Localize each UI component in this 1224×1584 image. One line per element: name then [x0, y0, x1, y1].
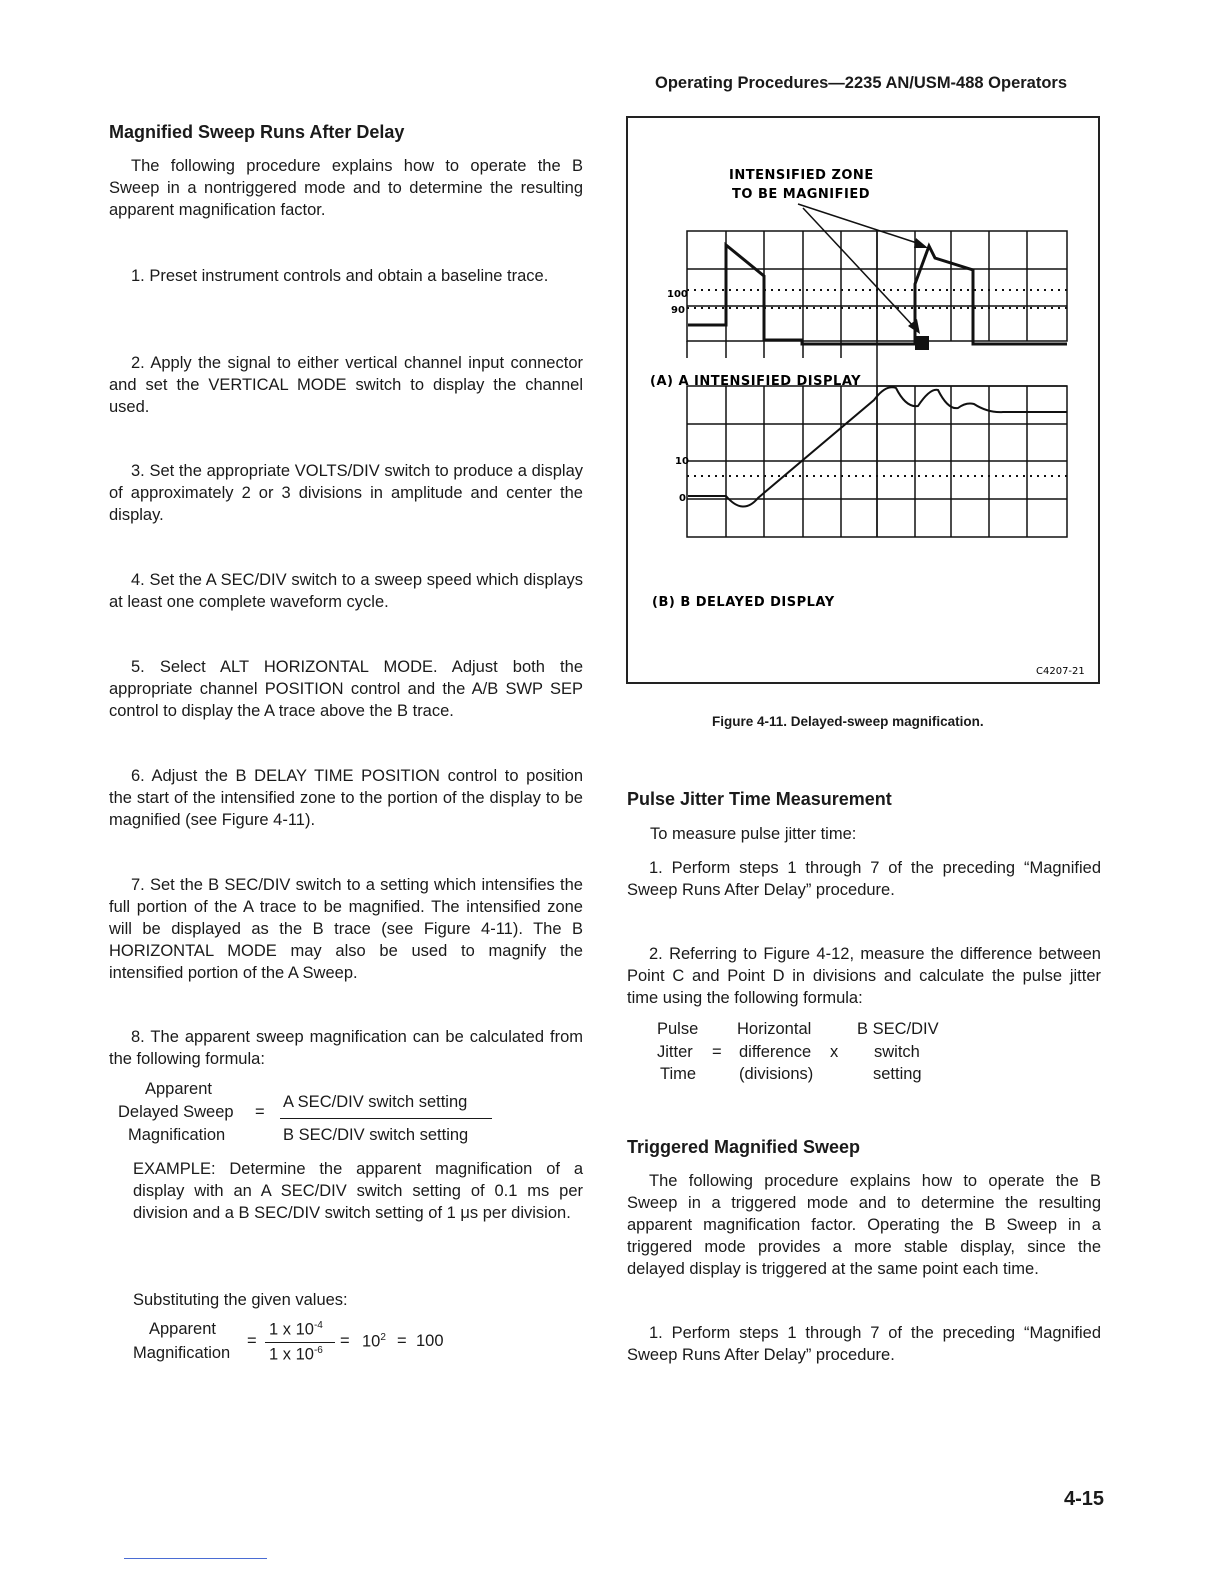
- formula-lhs-line2: Delayed Sweep: [118, 1103, 234, 1121]
- jitter-col1-line1: Pulse: [657, 1020, 699, 1038]
- label-a-display: (A) A INTENSIFIED DISPLAY: [650, 374, 862, 389]
- jitter-col3-line2: switch: [874, 1043, 920, 1061]
- arrow-line-1: [798, 204, 920, 244]
- formula2-denominator: 1 x $10^{-6}$: [269, 1345, 323, 1364]
- figure-code: C4207-21: [1036, 666, 1085, 677]
- intensified-zone-block: [915, 336, 929, 350]
- figure-4-11: [626, 116, 1100, 684]
- substituting-text: Substituting the given values:: [133, 1291, 348, 1309]
- intro-paragraph: The following procedure explains how to operate the B Sweep in a nontriggered mode and to determine the resulting apparent magnification factor.: [109, 157, 583, 219]
- bottom-rule: [124, 1558, 267, 1559]
- formula2-equals-3: =: [397, 1332, 407, 1350]
- section-title-magnified-sweep: Magnified Sweep Runs After Delay: [109, 122, 405, 142]
- jitter-col2-line3: (divisions): [739, 1065, 814, 1083]
- section-title-pulse-jitter: Pulse Jitter Time Measurement: [627, 789, 892, 809]
- tick-0: 0: [679, 493, 686, 504]
- jitter-col3-line1: B SEC/DIV: [857, 1020, 939, 1038]
- page-number: 4-15: [1064, 1488, 1105, 1510]
- formula-lhs-line1: Apparent: [145, 1080, 212, 1098]
- jitter-col2-line2: difference: [739, 1043, 812, 1061]
- formula2-equals-2: =: [340, 1332, 350, 1350]
- formula2-lhs-line2: Magnification: [133, 1344, 231, 1362]
- arrow-line-2: [803, 208, 915, 328]
- jitter-step-2: 2. Referring to Figure 4-12, measure the difference between Point C and Point D in divisions and calculate the pulse jitter time using the following formula:: [627, 945, 1101, 1007]
- formula2-result: 100: [416, 1332, 444, 1350]
- triggered-step-1: 1. Perform steps 1 through 7 of the preceding “Magnified Sweep Runs After Delay” procedure.: [627, 1324, 1101, 1364]
- jitter-intro: To measure pulse jitter time:: [650, 825, 857, 843]
- figure-caption: Figure 4-11. Delayed-sweep magnification.: [712, 714, 984, 729]
- label-intensified-zone-2: TO BE MAGNIFIED: [732, 187, 871, 202]
- step-4: 4. Set the A SEC/DIV switch to a sweep speed which displays at least one complete waveform cycle.: [109, 571, 583, 611]
- formula2-power: $10^2$: [362, 1332, 386, 1351]
- step-1: 1. Preset instrument controls and obtain a baseline trace.: [131, 267, 549, 285]
- tick-100: 100: [667, 289, 688, 300]
- section-title-triggered-sweep: Triggered Magnified Sweep: [627, 1137, 861, 1157]
- formula-lhs-line3: Magnification: [128, 1126, 226, 1144]
- jitter-equals: =: [712, 1043, 722, 1061]
- jitter-col3-line3: setting: [873, 1065, 922, 1083]
- label-b-display: (B) B DELAYED DISPLAY: [652, 595, 835, 610]
- jitter-times: x: [830, 1043, 839, 1061]
- running-header: Operating Procedures—2235 AN/USM-488 Operators: [655, 74, 1068, 92]
- jitter-col1-line2: Jitter: [657, 1043, 693, 1061]
- label-intensified-zone-1: INTENSIFIED ZONE: [729, 168, 874, 183]
- fraction-bar-2: [265, 1342, 335, 1343]
- arrow-head-1: [914, 238, 928, 248]
- step-5: 5. Select ALT HORIZONTAL MODE. Adjust both the appropriate channel POSITION control and the A/B SWP SEP control to display the A trace above the B trace.: [109, 658, 583, 720]
- jitter-col1-line3: Time: [660, 1065, 697, 1083]
- step-3: 3. Set the appropriate VOLTS/DIV switch to produce a display of approximately 2 or 3 divisions in amplitude and center the display.: [109, 462, 583, 524]
- formula2-numerator: 1 x $10^{-4}$: [269, 1320, 323, 1339]
- step-2: 2. Apply the signal to either vertical channel input connector and set the VERTICAL MODE switch to display the channel used.: [109, 354, 583, 416]
- step-8: 8. The apparent sweep magnification can be calculated from the following formula:: [109, 1028, 583, 1068]
- example-paragraph: EXAMPLE: Determine the apparent magnification of a display with an A SEC/DIV switch setting of 0.1 ms per division and a B SEC/DIV switch setting of 1 μs per division.: [133, 1160, 583, 1222]
- formula2-equals-1: =: [247, 1332, 257, 1350]
- formula-numerator: A SEC/DIV switch setting: [283, 1093, 468, 1111]
- formula-denominator: B SEC/DIV switch setting: [283, 1126, 469, 1144]
- tick-10: 10: [675, 456, 689, 467]
- triggered-intro: The following procedure explains how to operate the B Sweep in a triggered mode and to determine the resulting apparent magnification factor. Operating the B Sweep in a triggered mode provides a more stable display, since the delayed display is triggered at the same point each time.: [627, 1172, 1101, 1278]
- jitter-col2-line1: Horizontal: [737, 1020, 812, 1038]
- formula2-lhs-line1: Apparent: [149, 1320, 216, 1338]
- step-6: 6. Adjust the B DELAY TIME POSITION control to position the start of the intensified zone to the portion of the display to be magnified (see Figure 4-11).: [109, 767, 583, 829]
- figure-drawing: [628, 118, 1102, 686]
- formula-equals: =: [255, 1103, 265, 1121]
- step-7: 7. Set the B SEC/DIV switch to a setting which intensifies the full portion of the A trace to be magnified. The intensified zone will be displayed as the B trace (see Figure 4-11). The B HORIZONTAL MODE may also be used to magnify the intensified portion of the A Sweep.: [109, 876, 583, 982]
- tick-90: 90: [671, 305, 685, 316]
- fraction-bar: [280, 1118, 492, 1119]
- jitter-step-1: 1. Perform steps 1 through 7 of the preceding “Magnified Sweep Runs After Delay” procedure.: [627, 859, 1101, 899]
